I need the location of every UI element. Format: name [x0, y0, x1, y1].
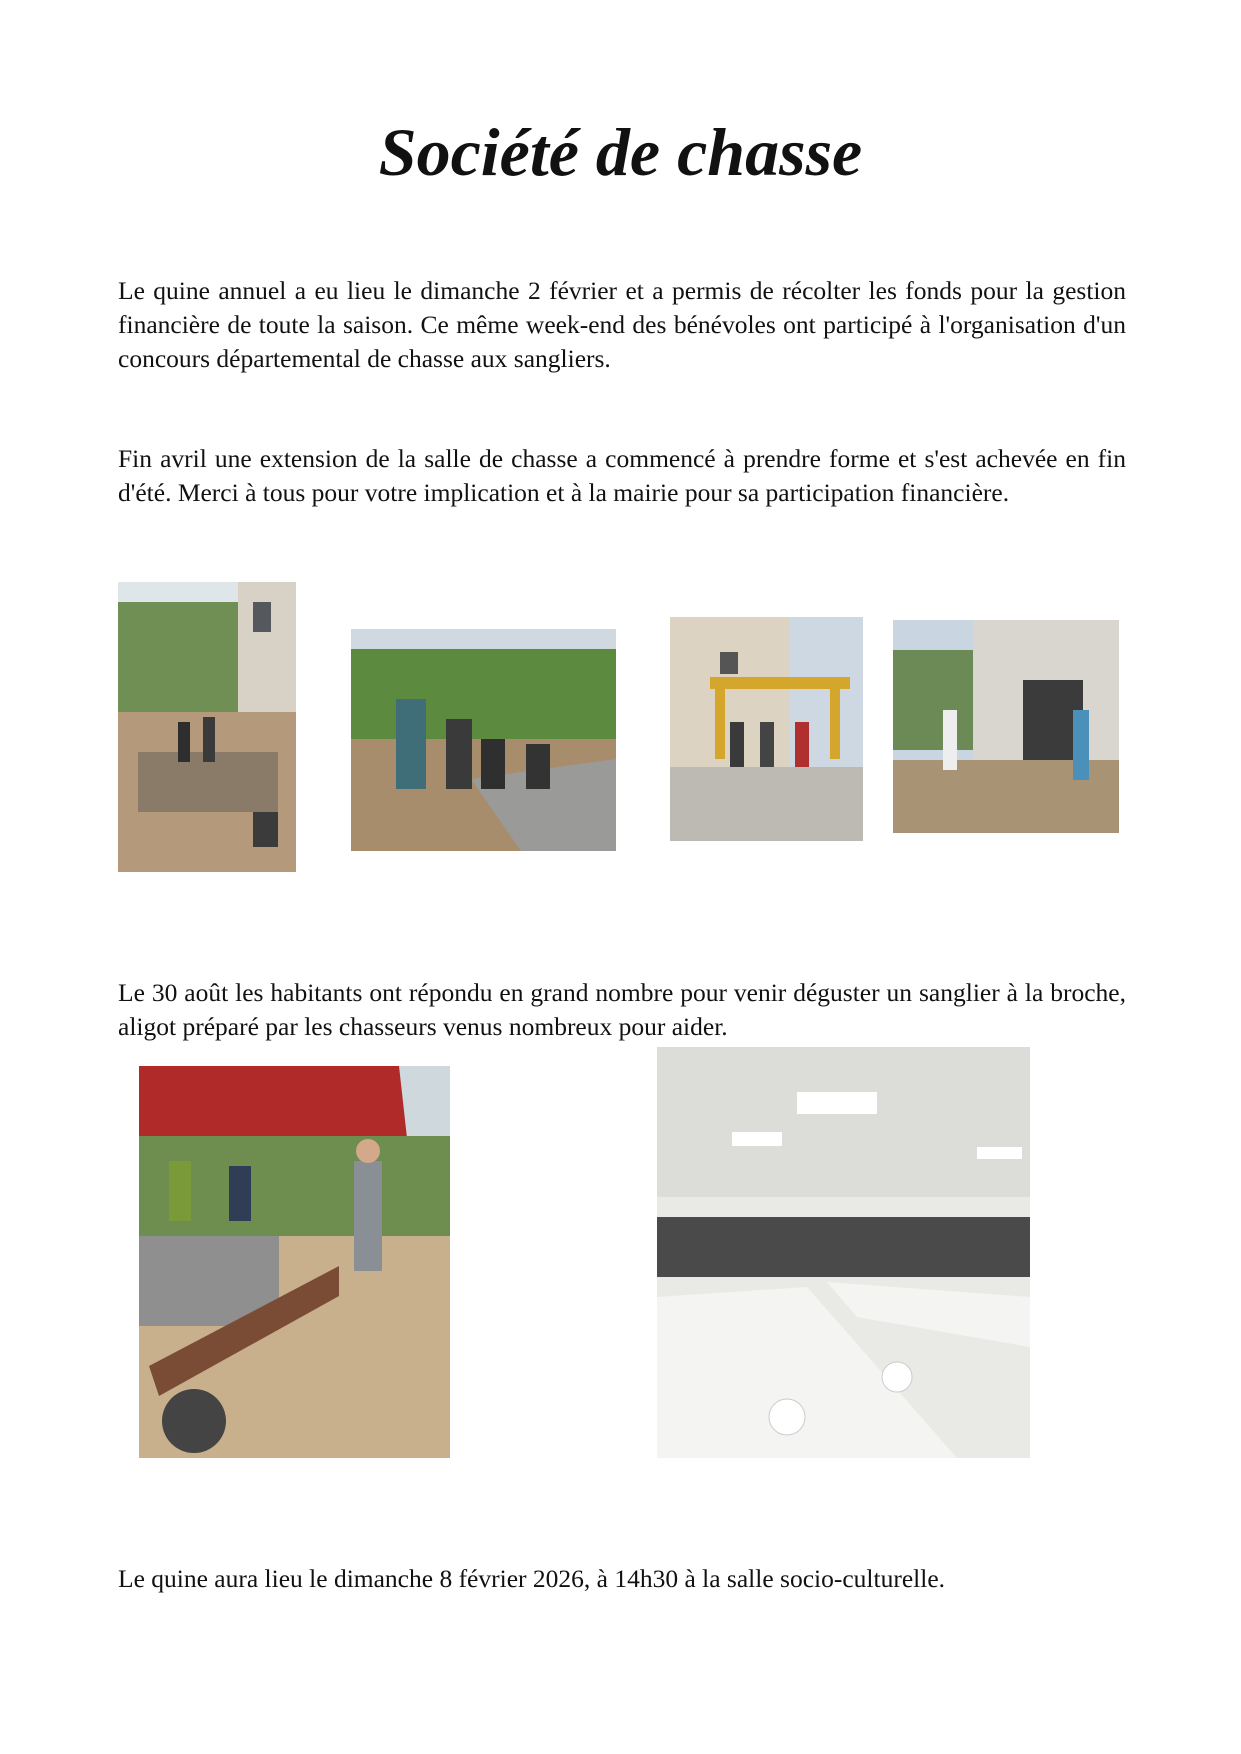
photo-concrete-pouring: [351, 629, 616, 851]
photo-finished-extension: [893, 620, 1119, 833]
paragraph-sanglier-broche: Le 30 août les habitants ont répondu en grand nombre pour venir déguster un sanglier à la broche, aligot préparé par les chasseurs venus nombreux pour aider.: [118, 978, 1126, 1041]
page-title: Société de chasse: [378, 114, 863, 190]
paragraph-prochain-quine: Le quine aura lieu le dimanche 8 février 2026, à 14h30 à la salle socio-culturelle.: [118, 1564, 946, 1593]
photo-wooden-frame: [670, 617, 863, 841]
paragraph-extension-salle: Fin avril une extension de la salle de chasse a commencé à prendre forme et s'est achevée en fin d'été. Merci à tous pour votre implication et à la mairie pour sa participation financière.: [118, 444, 1126, 507]
photo-concrete-preparation: [118, 582, 296, 872]
photo-boar-roasting: [139, 1066, 450, 1458]
photo-banquet-hall: [657, 1047, 1030, 1458]
paragraph-quine-annuel: Le quine annuel a eu lieu le dimanche 2 février et a permis de récolter les fonds pour la gestion financière de toute la saison. Ce même week-end des bénévoles ont participé à l'organisation d'un concours départemental de chasse aux sangliers.: [118, 276, 1126, 373]
